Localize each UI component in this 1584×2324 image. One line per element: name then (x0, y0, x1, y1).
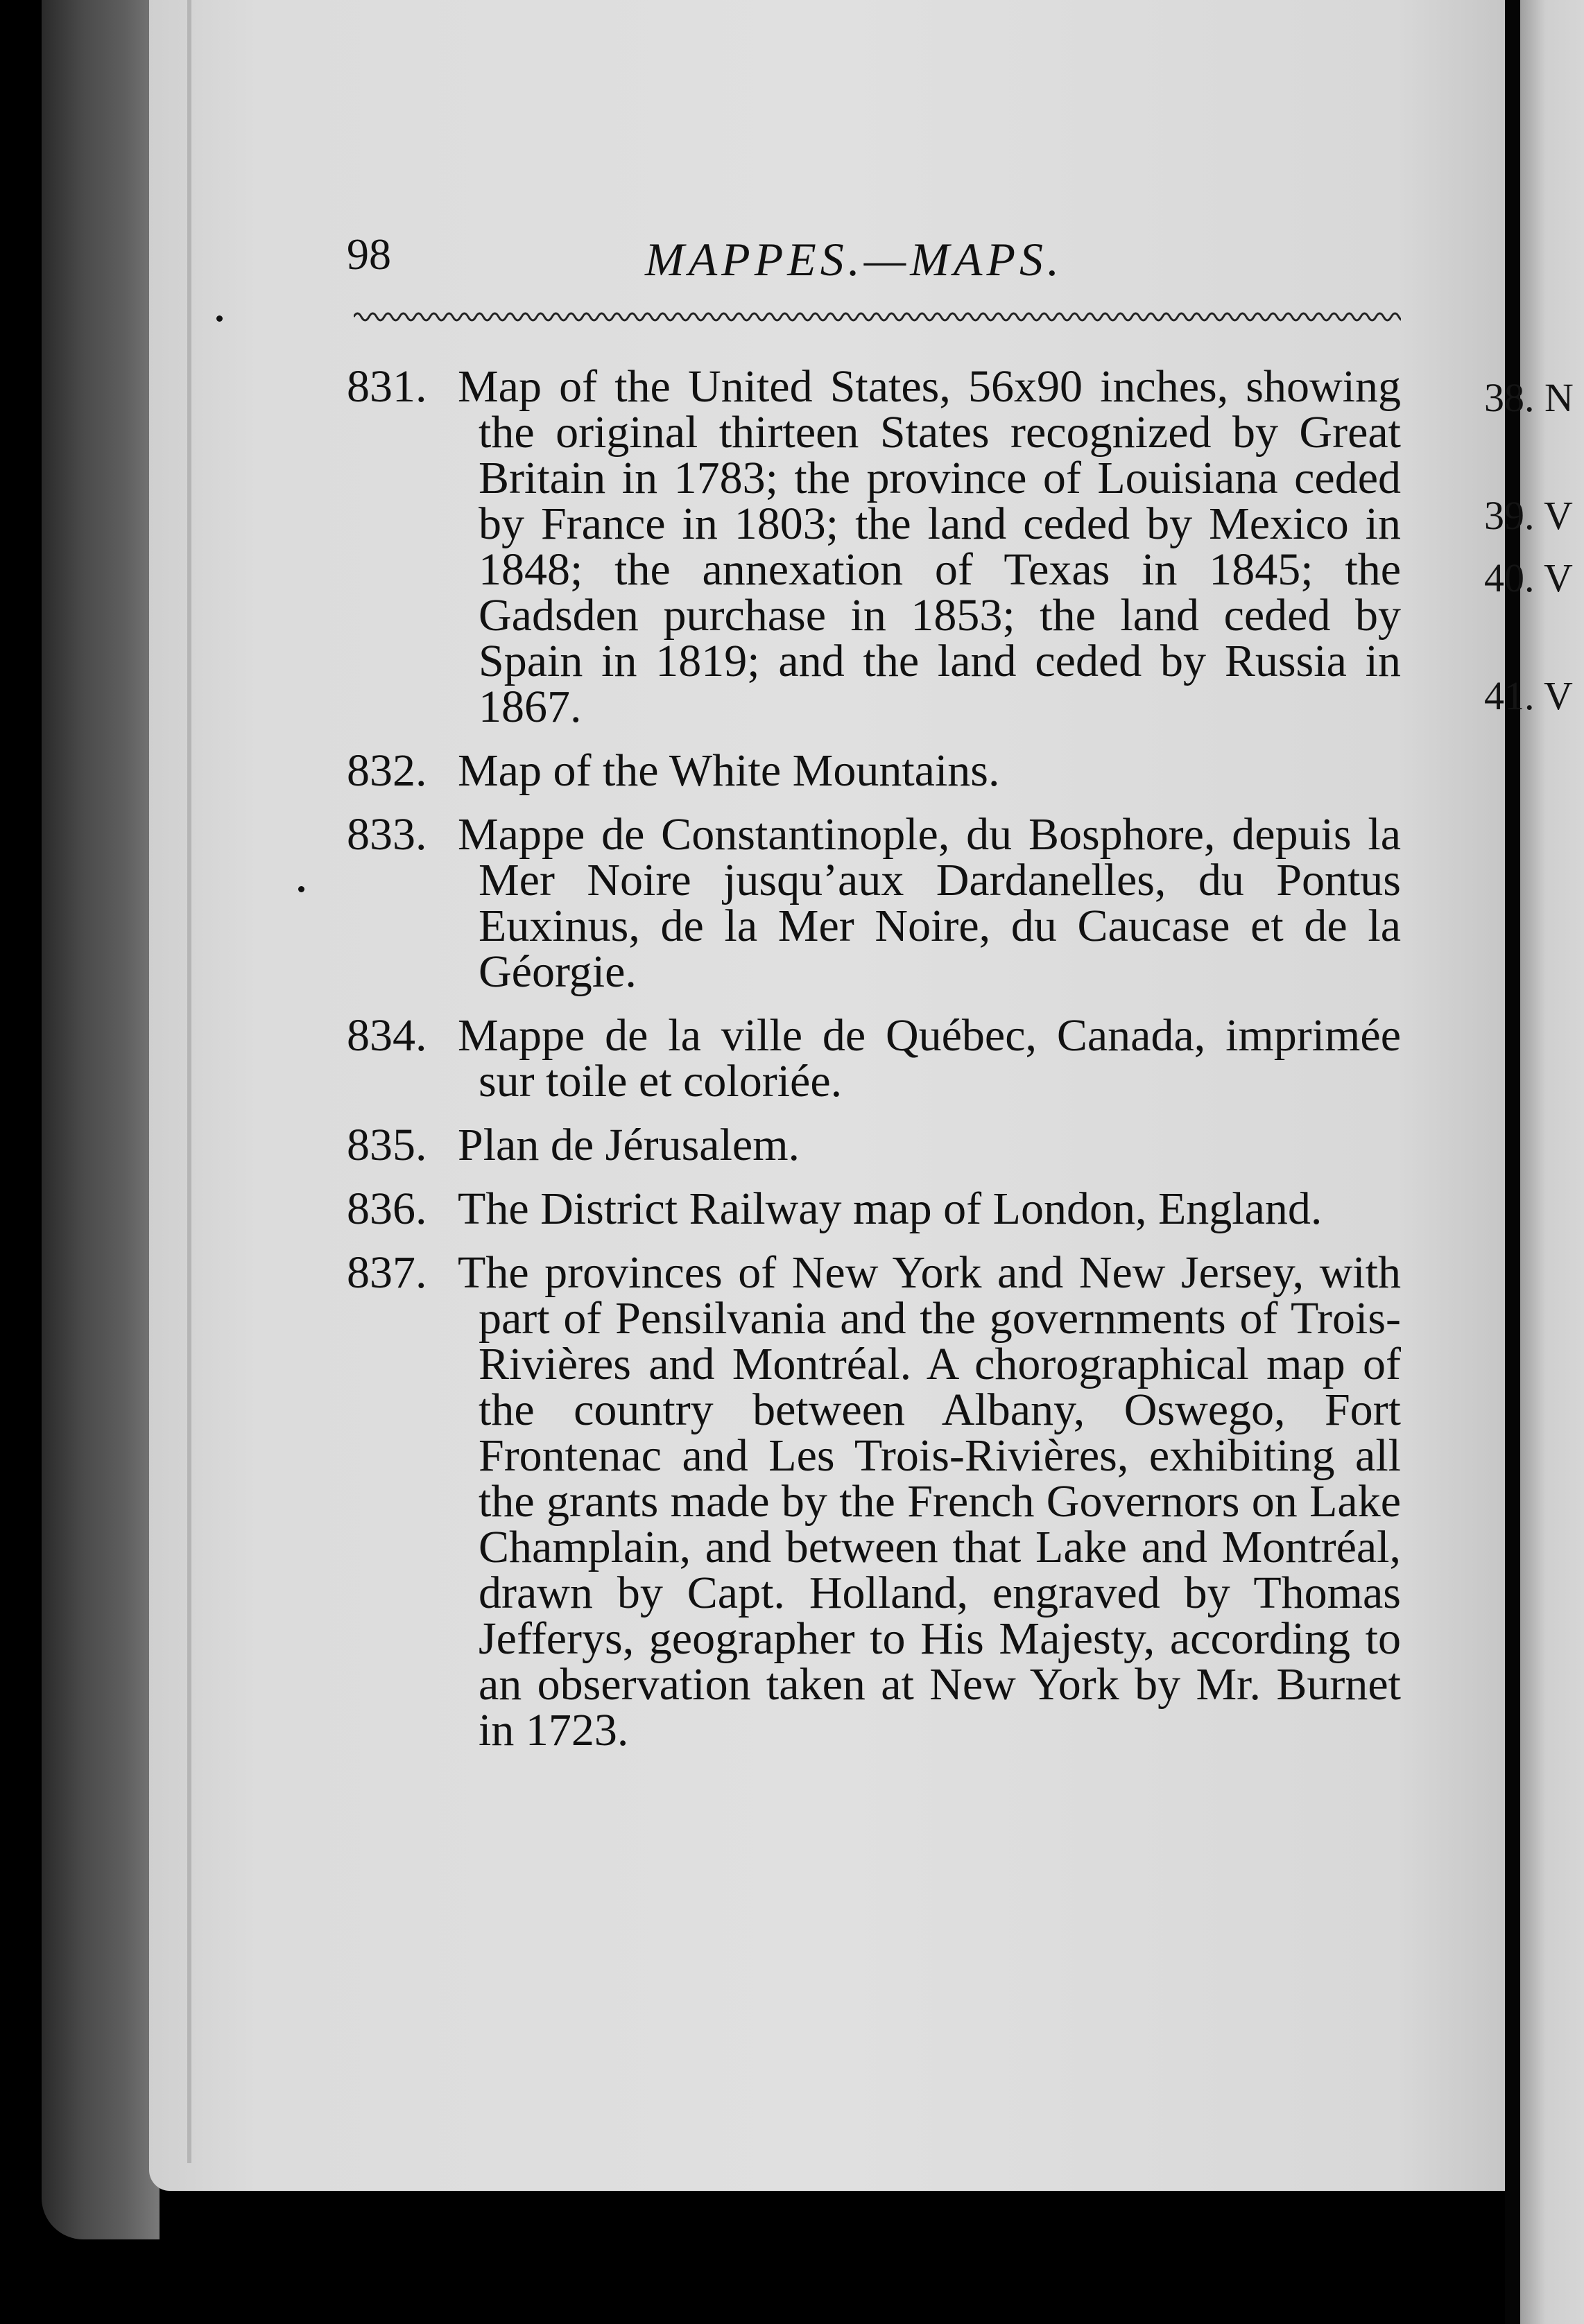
entry-836 (333, 1183, 1401, 1234)
entry-list (333, 361, 1401, 1771)
entry-number: 837. (347, 1247, 427, 1298)
facing-entry-fragment: 39. V (1484, 493, 1573, 538)
wavy-rule (354, 309, 1401, 325)
facing-entry-fragment: 38. N (1484, 375, 1574, 420)
entry-text: The provinces of New York and New Jersey, with part of Pensilvania and the governments of Trois-Rivières and Montréal. A chorographical map of the country between Albany, Oswego, Fort Frontenac and Les Trois-Rivières, exhibiting all the grants made by the French Governors on Lake Champlain, and between that Lake and Montréal, drawn by Capt. Holland, engraved by Thomas Jefferys, geographer to His Majesty, according to an observation taken at New York by Mr. Burnet in 1723. (458, 1247, 1401, 1755)
entry-number: 834. (347, 1010, 427, 1061)
page-edge (187, 0, 191, 2163)
speck (216, 315, 223, 322)
entry-837 (333, 1247, 1401, 1755)
page-number: 98 (347, 229, 391, 279)
entry-text: Mappe de Constantinople, du Bosphore, depuis la Mer Noire jusqu’aux Dardanelles, du Pontus Euxinus, de la Mer Noire, du Caucase et de la Géorgie. (458, 809, 1401, 997)
entry-text: The District Railway map of London, England. (458, 1183, 1323, 1234)
entry-832 (333, 745, 1401, 796)
facing-entry-fragment: 41. V (1484, 673, 1573, 718)
book-spine (42, 0, 160, 2239)
entry-text: Map of the White Mountains. (458, 745, 1000, 796)
entry-text: Plan de Jérusalem. (458, 1120, 800, 1170)
entry-831 (333, 361, 1401, 732)
entry-835 (333, 1122, 1401, 1168)
entry-833 (333, 809, 1401, 997)
entry-number: 831. (347, 361, 427, 412)
entry-number: 832. (347, 745, 427, 796)
entry-number: 833. (347, 809, 427, 860)
facing-entry-fragment: 40. V (1484, 555, 1573, 600)
facing-page-fragments (1484, 0, 1584, 2324)
entry-834 (333, 1010, 1401, 1107)
entry-text: Map of the United States, 56x90 inches, showing the original thirteen States recognized by Great Britain in 1783; the province of Louisiana ceded by France in 1803; the land ceded by Mexico in 1848; the annexation of Texas in 1845; the Gadsden purchase in 1853; the land ceded by Spain in 1819; and the land ceded by Russia in 1867. (458, 361, 1401, 732)
entry-number: 836. (347, 1183, 427, 1234)
entry-number: 835. (347, 1120, 427, 1170)
running-head: MAPPES.—MAPS. (645, 233, 1063, 286)
speck (298, 886, 304, 892)
entry-text: Mappe de la ville de Québec, Canada, imprimée sur toile et coloriée. (458, 1010, 1401, 1107)
